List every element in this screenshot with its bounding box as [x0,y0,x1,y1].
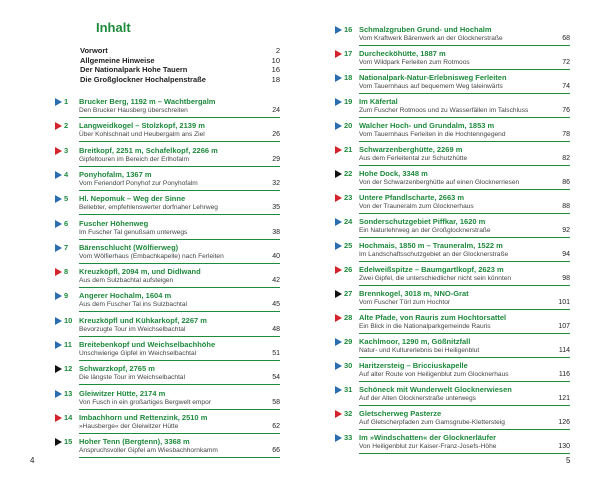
divider-line [79,190,280,191]
divider-line [79,141,280,142]
tour-description: Anspruchsvoller Gipfel am Wiesbachhornkamm [79,447,218,455]
divider-line [359,429,570,430]
tour-number: 26 [344,265,353,274]
difficulty-triangle-icon [335,362,342,370]
divider-line [79,457,280,458]
toc-entry[interactable] [55,121,280,147]
toc-entry[interactable] [335,289,570,315]
tour-description: Über Kohlschnait und Heubergalm ans Ziel [79,131,205,139]
toc-entry[interactable] [335,49,570,75]
page-number: 5 [566,456,571,465]
divider-line [359,237,570,238]
tour-description: Im Fuscher Tal genußsam unterwegs [79,228,188,236]
tour-title: Im Käfertal [359,97,398,106]
front-page: 18 [271,74,280,84]
tour-page: 54 [272,374,280,382]
toc-entry[interactable] [335,145,570,171]
tour-number: 20 [344,121,353,130]
tour-page: 45 [272,301,280,309]
front-label: Allgemeine Hinweise [80,55,155,65]
tour-description: »Hausberge« der Gleiwitzer Hütte [79,422,179,430]
tour-title: Ponyhofalm, 1367 m [79,169,152,179]
difficulty-triangle-icon [55,390,62,398]
tour-number: 22 [344,169,353,178]
tour-number: 14 [64,412,73,422]
page-title: Inhalt [96,20,131,35]
toc-entry[interactable] [55,243,280,269]
tour-title: Schöneck mit Wunderwelt Glocknerwiesen [359,385,512,394]
tour-page: 48 [272,325,280,333]
tour-title: Untere Pfandlscharte, 2663 m [359,193,465,202]
tour-description: Von der Trauneralm zum Glocknerhaus [359,203,474,210]
tour-description: Von Heiligenblut zur Kaiser-Franz-Josefs-Höhe [359,443,497,450]
tour-title: Brucker Berg, 1192 m – Wachtbergalm [79,97,216,106]
tour-number: 3 [64,145,69,155]
front-matter-list [80,46,280,84]
right-page [300,0,600,480]
divider-line [359,261,570,262]
tour-page: 126 [558,419,570,426]
tour-description: Bevorzugte Tour im Weichselbachtal [79,325,186,333]
tour-title: Gleiwitzer Hütte, 2174 m [79,388,166,398]
tour-description: Ein Naturlehrweg an der Großglocknerstraße [359,227,491,234]
difficulty-triangle-icon [335,386,342,394]
tour-description: Vom Tauernhaus auf bequemem Weg taleinwärts [359,83,503,90]
toc-entry[interactable] [335,313,570,339]
front-label: Die Großglockner Hochalpenstraße [80,74,206,84]
tour-description: Von der Schwarzenberghütte auf einen Glocknerriesen [359,179,520,186]
tour-title: Schwarzkopf, 2765 m [79,364,155,374]
tour-page: 68 [562,35,570,42]
tour-page: 98 [562,275,570,282]
toc-entry[interactable] [335,385,570,411]
tour-number: 31 [344,385,353,394]
difficulty-triangle-icon [55,317,62,325]
tour-description: Vom Fuscher Törl zum Hochtor [359,299,451,306]
tour-number: 29 [344,337,353,346]
difficulty-triangle-icon [335,26,342,34]
toc-entry[interactable] [335,265,570,291]
front-page: 2 [275,46,280,55]
difficulty-triangle-icon [335,434,342,442]
tour-page: 62 [272,422,280,430]
tour-description: Auf der Alten Glocknerstraße unterwegs [359,395,476,402]
tour-page: 24 [272,107,280,114]
difficulty-triangle-icon [335,266,342,274]
divider-line [79,384,280,385]
tour-description: Zwei Gipfel, die unterschiedlicher nicht sein könnten [359,275,512,282]
toc-entry[interactable] [55,267,280,293]
tour-page: 88 [562,203,570,210]
tour-title: Imbachhorn und Rettenzink, 2510 m [79,412,208,422]
divider-line [359,189,570,190]
difficulty-triangle-icon [335,338,342,346]
divider-line [79,117,280,118]
tour-description: Vom Tauernhaus Ferleiten in die Hochtenngegend [359,131,506,138]
toc-entry[interactable] [335,361,570,387]
tour-title: Haritzersteig – Bricciuskapelle [359,361,468,370]
tour-title: Hoher Tenn (Bergtenn), 3368 m [79,437,190,447]
tour-description: Die längste Tour im Weichselbachtal [79,374,186,382]
divider-line [359,285,570,286]
tour-number: 17 [344,49,353,58]
difficulty-triangle-icon [55,438,62,446]
tour-number: 23 [344,193,353,202]
tour-description: Beliebter, empfehlenswerter dorfnaher Lehrweg [79,204,218,212]
tour-page: 107 [558,323,570,330]
difficulty-triangle-icon [335,242,342,250]
tour-title: Breitkopf, 2251 m, Schafelkopf, 2266 m [79,145,218,155]
front-matter-item[interactable] [80,65,280,75]
front-label: Vorwort [80,46,108,55]
tour-title: Brennkogel, 3018 m, NNO-Grat [359,289,469,298]
tour-description: Natur- und Kulturerlebnis bei Heiligenblut [359,347,480,354]
front-label: Der Nationalpark Hohe Tauern [80,65,188,75]
tour-page: 114 [558,347,570,354]
front-page: 10 [271,55,280,65]
tour-page: 35 [272,204,280,212]
tour-page: 38 [272,228,280,236]
tour-title: Kreuzköpfl, 2094 m, und Didlwand [79,267,201,277]
front-matter-item[interactable] [80,46,280,56]
tour-page: 51 [272,350,280,357]
difficulty-triangle-icon [55,268,62,276]
tour-description: Aus dem Ferleitental zur Schutzhütte [359,155,468,162]
divider-line [79,239,280,240]
tour-page: 76 [562,107,570,114]
tour-description: Den Brucker Hausberg überschreiten [79,107,188,114]
divider-line [359,45,570,46]
divider-line [359,165,570,166]
divider-line [79,311,280,312]
tour-description: Vom Feriendorf Ponyhof zur Ponyhofalm [79,179,198,187]
difficulty-triangle-icon [335,290,342,298]
divider-line [359,141,570,142]
difficulty-triangle-icon [335,98,342,106]
tour-number: 7 [64,242,69,252]
divider-line [79,263,280,264]
tour-number: 25 [344,241,353,250]
tour-page: 29 [272,155,280,163]
tour-page: 82 [562,155,570,162]
tour-title: Hl. Nepomuk – Weg der Sinne [79,194,186,204]
tour-page: 32 [272,179,280,187]
tour-title: Edelweißspitze – Baumgartlkopf, 2623 m [359,265,504,274]
tour-number: 6 [64,218,69,228]
toc-entry[interactable] [335,169,570,195]
toc-entry[interactable] [335,409,570,435]
tour-description: Von Fusch in ein großartiges Bergwelt empor [79,398,211,406]
tour-title: Angerer Hochalm, 1604 m [79,291,172,301]
tour-number: 24 [344,217,353,226]
tour-number: 28 [344,313,353,322]
tour-number: 2 [64,121,69,131]
difficulty-triangle-icon [335,74,342,82]
divider-line [359,405,570,406]
divider-line [79,409,280,410]
divider-line [359,309,570,310]
toc-entry[interactable] [55,437,280,463]
tour-number: 33 [344,433,353,442]
divider-line [79,166,280,167]
tour-number: 32 [344,409,353,418]
difficulty-triangle-icon [55,122,62,130]
difficulty-triangle-icon [55,244,62,252]
tour-title: Sonderschutzgebiet Piffkar, 1620 m [359,217,486,226]
divider-line [79,336,280,337]
difficulty-triangle-icon [55,414,62,422]
tour-page: 42 [272,277,280,285]
tour-description: Aus dem Fuscher Tal ins Sulzbachtal [79,301,187,309]
tour-title: Breitebenkopf und Weichselbachhöhe [79,340,216,349]
tour-title: Hohe Dock, 3348 m [359,169,428,178]
front-matter-item[interactable] [80,56,280,66]
tour-page: 40 [272,252,280,260]
toc-entry[interactable] [335,433,570,459]
tour-description: Auf alter Route von Heiligenblut zum Glocknerhaus [359,371,509,378]
divider-line [359,333,570,334]
difficulty-triangle-icon [55,292,62,300]
tour-number: 1 [64,97,69,106]
toc-entry[interactable] [335,241,570,267]
tour-page: 121 [558,395,570,402]
divider-line [359,453,570,454]
tour-page: 101 [558,299,570,306]
tour-description: Im Landschaftsschutzgebiet an der Glocknerstraße [359,251,509,258]
tour-page: 130 [558,443,570,450]
tour-description: Ein Blick in die Nationalparkgemeinde Rauris [359,323,491,330]
divider-line [359,69,570,70]
toc-entry[interactable] [55,194,280,220]
tour-page: 66 [272,447,280,455]
toc-entry[interactable] [335,73,570,99]
divider-line [359,117,570,118]
difficulty-triangle-icon [335,314,342,322]
front-matter-item[interactable] [80,75,280,85]
tour-description: Gipfeltouren im Bereich der Erlhofalm [79,155,189,163]
tour-title: Bärenschlucht (Wölfierweg) [79,242,179,252]
difficulty-triangle-icon [55,220,62,228]
tour-title: Langweidkogel – Stolzkopf, 2139 m [79,121,205,131]
tour-title: Schmalzgruben Grund- und Hochalm [359,25,492,34]
divider-line [79,360,280,361]
tour-number: 21 [344,145,353,154]
difficulty-triangle-icon [55,341,62,349]
tour-description: Vom Wölfierhaus (Embachkapelle) nach Ferleiten [79,252,224,260]
tour-title: Schwarzenberghütte, 2269 m [359,145,463,154]
tour-number: 13 [64,388,73,398]
toc-entry[interactable] [55,316,280,342]
tour-title: Im »Windschatten« der Glocknerläufer [359,433,497,442]
front-page: 16 [271,65,280,75]
tour-title: Durchecköhütte, 1887 m [359,49,446,58]
difficulty-triangle-icon [335,410,342,418]
toc-entry[interactable] [335,97,570,123]
tour-page: 92 [562,227,570,234]
divider-line [359,213,570,214]
divider-line [79,433,280,434]
toc-entry[interactable] [335,25,570,51]
tour-description: Aus dem Sulzbachtal aufsteigen [79,277,174,285]
tour-page: 58 [272,398,280,406]
difficulty-triangle-icon [335,194,342,202]
tour-number: 5 [64,194,69,204]
tour-title: Gletscherweg Pasterze [359,409,442,418]
tour-number: 9 [64,291,69,301]
tour-page: 26 [272,131,280,139]
difficulty-triangle-icon [335,146,342,154]
toc-entry[interactable] [55,413,280,439]
tour-description: Auf Gletscherpfaden zum Gamsgrube-Klettersteig [359,419,505,426]
divider-line [79,214,280,215]
toc-entry[interactable] [55,291,280,317]
page-number: 4 [30,456,35,465]
toc-entry[interactable] [55,340,280,366]
tour-number: 8 [64,267,69,277]
difficulty-triangle-icon [55,147,62,155]
tour-number: 30 [344,361,353,370]
tour-title: Hochmais, 1850 m – Trauneralm, 1522 m [359,241,503,250]
tour-title: Kreuzköpfl und Kühkarkopf, 2267 m [79,315,207,325]
tour-page: 74 [562,83,570,90]
difficulty-triangle-icon [335,122,342,130]
tour-title: Walcher Hoch- und Grundalm, 1853 m [359,121,495,130]
tour-number: 10 [64,315,73,325]
tour-title: Fuscher Höhenweg [79,218,149,228]
toc-entry[interactable] [55,364,280,390]
tour-page: 116 [558,371,570,378]
tour-number: 12 [64,364,73,374]
toc-entry[interactable] [55,97,280,123]
tour-title: Kachlmoor, 1290 m, Gößnitzfall [359,337,471,346]
tour-description: Vom Kraftwerk Bärenwerk an der Glocknerstraße [359,35,503,42]
toc-entry[interactable] [335,193,570,219]
divider-line [359,357,570,358]
tour-number: 18 [344,73,353,82]
tour-page: 78 [562,131,570,138]
tour-title: Alte Pfade, von Rauris zum Hochtorsattel [359,313,507,322]
tour-number: 19 [344,97,353,106]
difficulty-triangle-icon [55,98,62,106]
tour-number: 27 [344,289,353,298]
tour-page: 72 [562,59,570,66]
tour-number: 16 [344,25,353,34]
tour-description: Vom Wildpark Ferleiten zum Rotmoos [359,59,470,66]
tour-title: Nationalpark-Natur-Erlebnisweg Ferleiten [359,73,507,82]
tour-number: 15 [64,437,73,447]
difficulty-triangle-icon [335,218,342,226]
toc-entry[interactable] [55,146,280,172]
tour-number: 4 [64,169,69,179]
toc-entry[interactable] [55,170,280,196]
divider-line [79,287,280,288]
divider-line [359,93,570,94]
toc-entry[interactable] [335,121,570,147]
difficulty-triangle-icon [55,365,62,373]
tour-number: 11 [64,340,72,349]
tour-description: Zum Fuscher Rotmoos und zu Wasserfällen im Talschluss [359,107,529,114]
toc-entry[interactable] [55,389,280,415]
difficulty-triangle-icon [55,195,62,203]
difficulty-triangle-icon [335,50,342,58]
difficulty-triangle-icon [55,171,62,179]
toc-entry[interactable] [55,219,280,245]
tour-description: Unschwierige Gipfel im Weichselbachtal [79,350,197,357]
tour-page: 86 [562,179,570,186]
divider-line [359,381,570,382]
toc-entry[interactable] [335,217,570,243]
tour-page: 94 [562,251,570,258]
toc-entry[interactable] [335,337,570,363]
difficulty-triangle-icon [335,170,342,178]
